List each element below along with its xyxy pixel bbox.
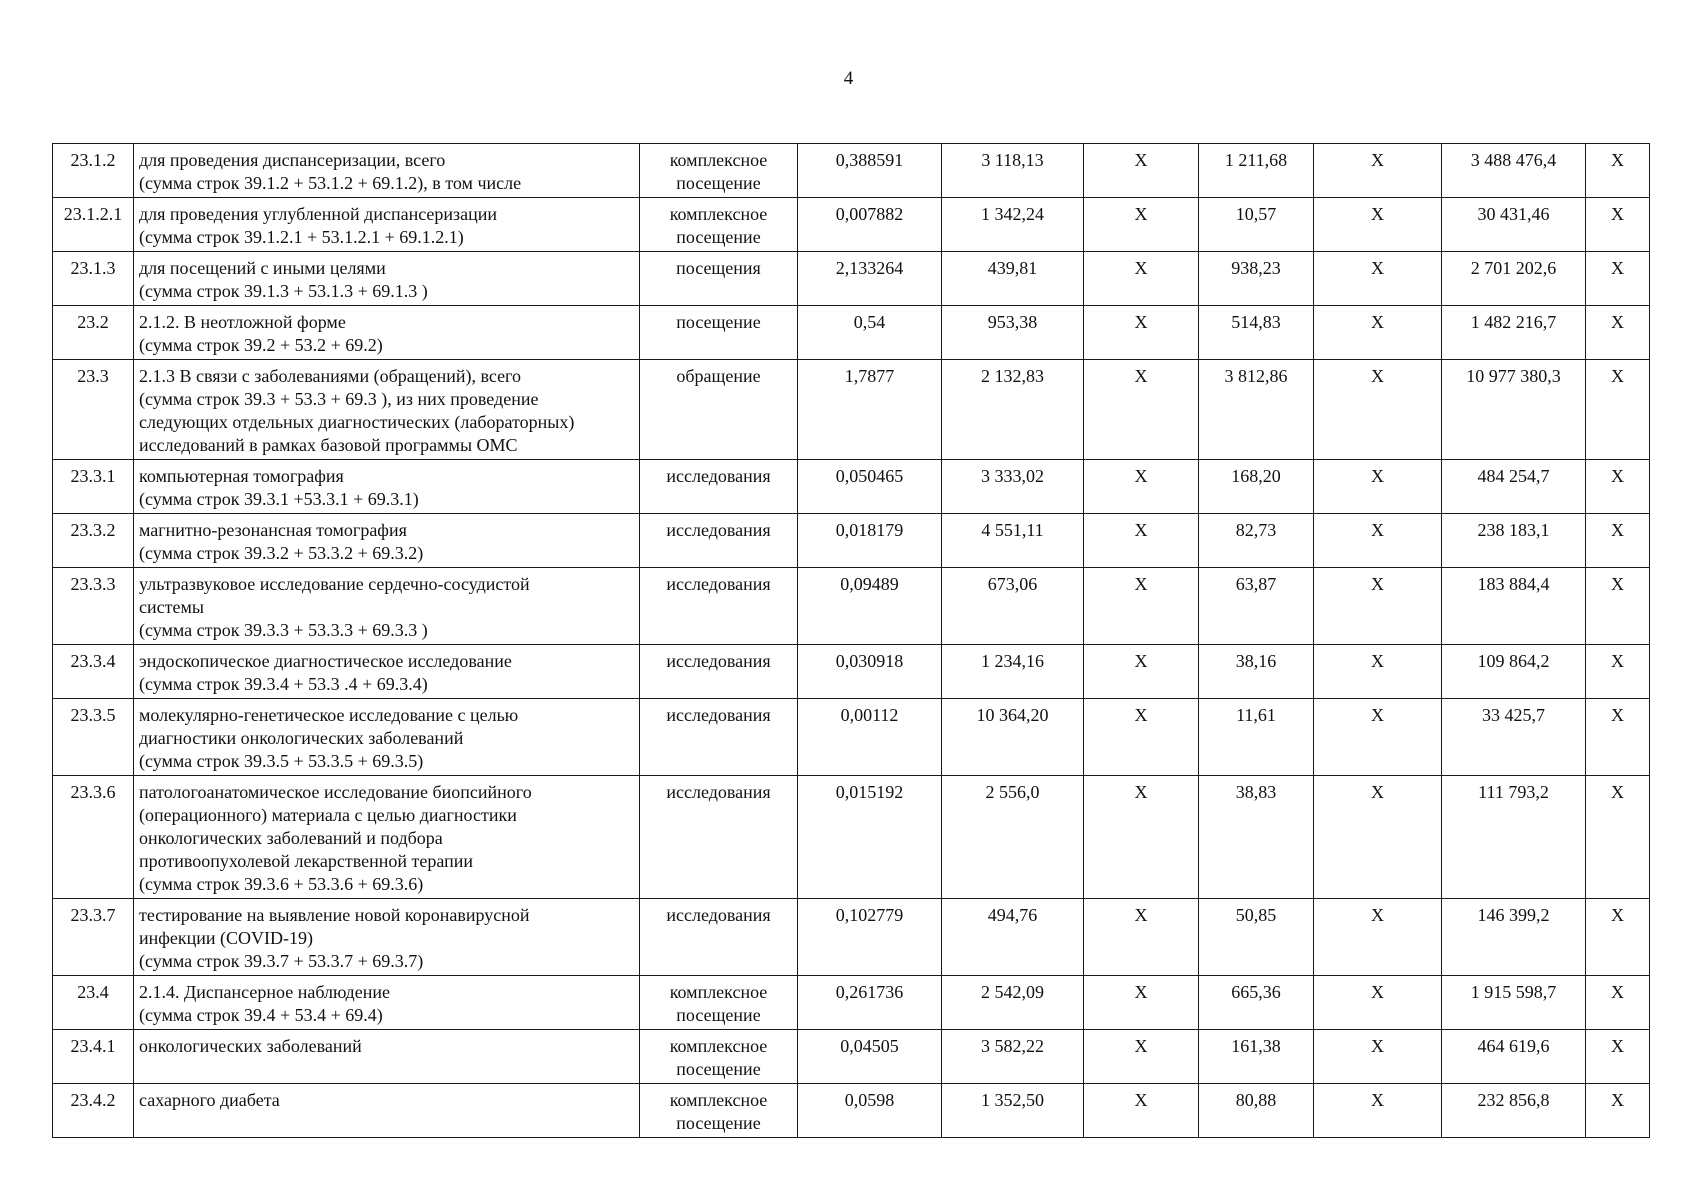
row-per-capita-standard-cell: 38,16: [1199, 645, 1314, 699]
row-per-capita-standard-cell: 11,61: [1199, 699, 1314, 776]
row-per-capita-standard-cell: 10,57: [1199, 198, 1314, 252]
row-name-cell: [134, 776, 640, 899]
row-col-x-3-cell: Х: [1586, 976, 1650, 1030]
row-unit-line: комплексное: [669, 204, 768, 224]
row-col-x-2-cell: Х: [1314, 360, 1442, 460]
row-total-cost-cell: 232 856,8: [1442, 1084, 1586, 1138]
table-row: [53, 568, 1650, 645]
row-unit-line: исследования: [666, 574, 771, 594]
row-unit-line: посещения: [676, 258, 761, 278]
row-col-x-2-cell: Х: [1314, 568, 1442, 645]
row-name-line: для проведения углубленной диспансеризации: [139, 204, 498, 224]
row-col-x-3-cell: Х: [1586, 776, 1650, 899]
row-name-cell: [134, 360, 640, 460]
row-code-cell: 23.4: [53, 976, 134, 1030]
row-norm-volume-cell: 1,7877: [798, 360, 942, 460]
row-code-cell: 23.3.1: [53, 460, 134, 514]
row-name-cell: [134, 568, 640, 645]
row-cost-per-unit-cell: 10 364,20: [942, 699, 1084, 776]
row-unit-line: комплексное: [669, 150, 768, 170]
row-unit-cell: [640, 144, 798, 198]
row-name-line: (сумма строк 39.1.2 + 53.1.2 + 69.1.2), в том числе: [139, 173, 522, 193]
row-name-line: магнитно-резонансная томография: [139, 520, 407, 540]
row-name-cell: [134, 645, 640, 699]
row-col-x-1-cell: Х: [1084, 460, 1199, 514]
table-row: [53, 1030, 1650, 1084]
row-name-line: онкологических заболеваний и подбора: [139, 828, 443, 848]
row-col-x-2-cell: Х: [1314, 1030, 1442, 1084]
row-unit-line: посещение: [676, 1059, 761, 1079]
row-unit-line: исследования: [666, 651, 771, 671]
row-cost-per-unit-cell: 953,38: [942, 306, 1084, 360]
row-code-cell: 23.1.2: [53, 144, 134, 198]
row-total-cost-cell: 2 701 202,6: [1442, 252, 1586, 306]
table-row: [53, 252, 1650, 306]
row-unit-cell: [640, 899, 798, 976]
row-cost-per-unit-cell: 4 551,11: [942, 514, 1084, 568]
row-name-line: эндоскопическое диагностическое исследование: [139, 651, 512, 671]
row-unit-line: посещение: [676, 227, 761, 247]
table-row: [53, 1084, 1650, 1138]
row-name-line: онкологических заболеваний: [139, 1036, 362, 1056]
row-per-capita-standard-cell: 82,73: [1199, 514, 1314, 568]
row-code-cell: 23.3.5: [53, 699, 134, 776]
row-total-cost-cell: 238 183,1: [1442, 514, 1586, 568]
row-name-line: (сумма строк 39.2 + 53.2 + 69.2): [139, 335, 383, 355]
row-cost-per-unit-cell: 3 582,22: [942, 1030, 1084, 1084]
row-code-cell: 23.4.1: [53, 1030, 134, 1084]
row-name-line: тестирование на выявление новой коронавирусной: [139, 905, 530, 925]
row-col-x-2-cell: Х: [1314, 306, 1442, 360]
row-name-line: (сумма строк 39.3.6 + 53.3.6 + 69.3.6): [139, 874, 424, 894]
row-col-x-3-cell: Х: [1586, 899, 1650, 976]
row-col-x-1-cell: Х: [1084, 699, 1199, 776]
row-col-x-2-cell: Х: [1314, 976, 1442, 1030]
row-norm-volume-cell: 0,09489: [798, 568, 942, 645]
row-norm-volume-cell: 0,007882: [798, 198, 942, 252]
row-code-cell: 23.4.2: [53, 1084, 134, 1138]
row-col-x-3-cell: Х: [1586, 514, 1650, 568]
row-col-x-3-cell: Х: [1586, 252, 1650, 306]
row-unit-cell: [640, 1084, 798, 1138]
row-name-cell: [134, 198, 640, 252]
row-unit-line: исследования: [666, 905, 771, 925]
row-name-line: следующих отдельных диагностических (лабораторных): [139, 412, 575, 432]
row-code-cell: 23.3: [53, 360, 134, 460]
row-code-cell: 23.3.2: [53, 514, 134, 568]
row-name-line: компьютерная томография: [139, 466, 344, 486]
row-per-capita-standard-cell: 168,20: [1199, 460, 1314, 514]
row-col-x-3-cell: Х: [1586, 460, 1650, 514]
row-total-cost-cell: 146 399,2: [1442, 899, 1586, 976]
row-total-cost-cell: 1 482 216,7: [1442, 306, 1586, 360]
row-col-x-2-cell: Х: [1314, 1084, 1442, 1138]
row-total-cost-cell: 1 915 598,7: [1442, 976, 1586, 1030]
row-per-capita-standard-cell: 80,88: [1199, 1084, 1314, 1138]
row-unit-line: посещение: [676, 1005, 761, 1025]
table-row: [53, 645, 1650, 699]
row-unit-line: исследования: [666, 705, 771, 725]
row-norm-volume-cell: 0,04505: [798, 1030, 942, 1084]
row-col-x-1-cell: Х: [1084, 306, 1199, 360]
row-name-cell: [134, 1030, 640, 1084]
row-code-cell: 23.3.6: [53, 776, 134, 899]
row-name-line: (сумма строк 39.4 + 53.4 + 69.4): [139, 1005, 383, 1025]
table-row: [53, 776, 1650, 899]
row-col-x-1-cell: Х: [1084, 514, 1199, 568]
row-unit-cell: [640, 976, 798, 1030]
table-row: [53, 198, 1650, 252]
row-unit-line: исследования: [666, 520, 771, 540]
row-total-cost-cell: 10 977 380,3: [1442, 360, 1586, 460]
row-name-cell: [134, 1084, 640, 1138]
table-row: [53, 514, 1650, 568]
row-per-capita-standard-cell: 50,85: [1199, 899, 1314, 976]
row-col-x-3-cell: Х: [1586, 144, 1650, 198]
row-unit-cell: [640, 198, 798, 252]
row-total-cost-cell: 109 864,2: [1442, 645, 1586, 699]
row-col-x-2-cell: Х: [1314, 699, 1442, 776]
row-name-line: патологоанатомическое исследование биопсийного: [139, 782, 532, 802]
row-name-line: ультразвуковое исследование сердечно-сосудистой: [139, 574, 530, 594]
row-code-cell: 23.2: [53, 306, 134, 360]
row-name-line: сахарного диабета: [139, 1090, 280, 1110]
row-cost-per-unit-cell: 494,76: [942, 899, 1084, 976]
row-per-capita-standard-cell: 3 812,86: [1199, 360, 1314, 460]
row-name-line: (сумма строк 39.3.5 + 53.3.5 + 69.3.5): [139, 751, 424, 771]
row-unit-cell: [640, 514, 798, 568]
row-cost-per-unit-cell: 1 234,16: [942, 645, 1084, 699]
row-col-x-1-cell: Х: [1084, 976, 1199, 1030]
row-code-cell: 23.3.4: [53, 645, 134, 699]
row-norm-volume-cell: 0,018179: [798, 514, 942, 568]
row-col-x-3-cell: Х: [1586, 306, 1650, 360]
row-name-cell: [134, 514, 640, 568]
row-unit-line: обращение: [676, 366, 761, 386]
row-code-cell: 23.3.7: [53, 899, 134, 976]
row-name-line: инфекции (COVID-19): [139, 928, 314, 948]
row-col-x-3-cell: Х: [1586, 699, 1650, 776]
row-unit-cell: [640, 252, 798, 306]
row-total-cost-cell: 30 431,46: [1442, 198, 1586, 252]
table-row: [53, 976, 1650, 1030]
row-cost-per-unit-cell: 2 556,0: [942, 776, 1084, 899]
row-name-line: (сумма строк 39.3.1 +53.3.1 + 69.3.1): [139, 489, 419, 509]
row-unit-line: комплексное: [669, 1090, 768, 1110]
table-body: [53, 144, 1650, 1138]
row-per-capita-standard-cell: 1 211,68: [1199, 144, 1314, 198]
row-unit-cell: [640, 699, 798, 776]
row-unit-cell: [640, 776, 798, 899]
table-row: [53, 699, 1650, 776]
row-norm-volume-cell: 0,030918: [798, 645, 942, 699]
table-row: [53, 360, 1650, 460]
row-col-x-2-cell: Х: [1314, 144, 1442, 198]
row-col-x-3-cell: Х: [1586, 360, 1650, 460]
row-col-x-1-cell: Х: [1084, 1084, 1199, 1138]
table-row: [53, 144, 1650, 198]
row-cost-per-unit-cell: 673,06: [942, 568, 1084, 645]
row-name-line: для посещений с иными целями: [139, 258, 386, 278]
row-name-line: 2.1.2. В неотложной форме: [139, 312, 346, 332]
row-name-line: (сумма строк 39.3.2 + 53.3.2 + 69.3.2): [139, 543, 424, 563]
row-col-x-1-cell: Х: [1084, 776, 1199, 899]
row-col-x-1-cell: Х: [1084, 645, 1199, 699]
row-unit-line: посещение: [676, 173, 761, 193]
row-code-cell: 23.1.3: [53, 252, 134, 306]
row-per-capita-standard-cell: 938,23: [1199, 252, 1314, 306]
row-name-cell: [134, 306, 640, 360]
row-cost-per-unit-cell: 439,81: [942, 252, 1084, 306]
row-unit-line: посещение: [676, 1113, 761, 1133]
row-unit-cell: [640, 568, 798, 645]
row-cost-per-unit-cell: 1 342,24: [942, 198, 1084, 252]
row-cost-per-unit-cell: 3 118,13: [942, 144, 1084, 198]
row-col-x-1-cell: Х: [1084, 1030, 1199, 1084]
row-per-capita-standard-cell: 161,38: [1199, 1030, 1314, 1084]
row-name-line: системы: [139, 597, 204, 617]
data-table: [52, 143, 1650, 1138]
row-cost-per-unit-cell: 1 352,50: [942, 1084, 1084, 1138]
row-total-cost-cell: 183 884,4: [1442, 568, 1586, 645]
row-name-cell: [134, 899, 640, 976]
row-col-x-3-cell: Х: [1586, 1030, 1650, 1084]
row-name-line: 2.1.3 В связи с заболеваниями (обращений), всего: [139, 366, 521, 386]
row-norm-volume-cell: 0,261736: [798, 976, 942, 1030]
row-name-line: (операционного) материала с целью диагностики: [139, 805, 517, 825]
row-name-line: (сумма строк 39.3.7 + 53.3.7 + 69.3.7): [139, 951, 424, 971]
row-col-x-1-cell: Х: [1084, 568, 1199, 645]
row-name-line: для проведения диспансеризации, всего: [139, 150, 446, 170]
row-cost-per-unit-cell: 3 333,02: [942, 460, 1084, 514]
row-col-x-1-cell: Х: [1084, 198, 1199, 252]
row-unit-cell: [640, 1030, 798, 1084]
row-unit-cell: [640, 360, 798, 460]
row-unit-line: комплексное: [669, 1036, 768, 1056]
row-col-x-2-cell: Х: [1314, 776, 1442, 899]
row-norm-volume-cell: 0,015192: [798, 776, 942, 899]
table-row: [53, 460, 1650, 514]
row-name-line: молекулярно-генетическое исследование с целью: [139, 705, 519, 725]
row-name-line: исследований в рамках базовой программы ОМС: [139, 435, 518, 455]
row-unit-line: посещение: [676, 312, 761, 332]
row-norm-volume-cell: 0,102779: [798, 899, 942, 976]
row-col-x-2-cell: Х: [1314, 198, 1442, 252]
row-norm-volume-cell: 0,54: [798, 306, 942, 360]
row-total-cost-cell: 464 619,6: [1442, 1030, 1586, 1084]
row-col-x-1-cell: Х: [1084, 899, 1199, 976]
row-name-line: 2.1.4. Диспансерное наблюдение: [139, 982, 390, 1002]
row-col-x-1-cell: Х: [1084, 144, 1199, 198]
row-unit-line: комплексное: [669, 982, 768, 1002]
row-per-capita-standard-cell: 38,83: [1199, 776, 1314, 899]
row-name-cell: [134, 460, 640, 514]
row-col-x-1-cell: Х: [1084, 360, 1199, 460]
row-col-x-2-cell: Х: [1314, 645, 1442, 699]
row-col-x-2-cell: Х: [1314, 514, 1442, 568]
row-total-cost-cell: 484 254,7: [1442, 460, 1586, 514]
row-norm-volume-cell: 0,00112: [798, 699, 942, 776]
row-name-cell: [134, 976, 640, 1030]
row-total-cost-cell: 3 488 476,4: [1442, 144, 1586, 198]
row-name-line: (сумма строк 39.1.2.1 + 53.1.2.1 + 69.1.2.1): [139, 227, 464, 247]
row-name-line: (сумма строк 39.3 + 53.3 + 69.3 ), из них проведение: [139, 389, 539, 409]
row-name-line: диагностики онкологических заболеваний: [139, 728, 464, 748]
row-col-x-1-cell: Х: [1084, 252, 1199, 306]
row-name-cell: [134, 144, 640, 198]
row-col-x-2-cell: Х: [1314, 899, 1442, 976]
row-col-x-2-cell: Х: [1314, 252, 1442, 306]
row-name-line: (сумма строк 39.3.4 + 53.3 .4 + 69.3.4): [139, 674, 428, 694]
row-code-cell: 23.1.2.1: [53, 198, 134, 252]
page-number: 4: [843, 68, 854, 89]
row-unit-cell: [640, 645, 798, 699]
row-name-line: противоопухолевой лекарственной терапии: [139, 851, 474, 871]
row-cost-per-unit-cell: 2 542,09: [942, 976, 1084, 1030]
row-unit-cell: [640, 460, 798, 514]
row-total-cost-cell: 33 425,7: [1442, 699, 1586, 776]
row-norm-volume-cell: 0,050465: [798, 460, 942, 514]
row-unit-cell: [640, 306, 798, 360]
row-per-capita-standard-cell: 63,87: [1199, 568, 1314, 645]
row-name-line: (сумма строк 39.1.3 + 53.1.3 + 69.1.3 ): [139, 281, 428, 301]
row-per-capita-standard-cell: 514,83: [1199, 306, 1314, 360]
row-cost-per-unit-cell: 2 132,83: [942, 360, 1084, 460]
row-total-cost-cell: 111 793,2: [1442, 776, 1586, 899]
row-col-x-3-cell: Х: [1586, 645, 1650, 699]
row-unit-line: исследования: [666, 782, 771, 802]
row-per-capita-standard-cell: 665,36: [1199, 976, 1314, 1030]
row-norm-volume-cell: 0,388591: [798, 144, 942, 198]
row-name-line: (сумма строк 39.3.3 + 53.3.3 + 69.3.3 ): [139, 620, 428, 640]
row-col-x-3-cell: Х: [1586, 1084, 1650, 1138]
table-row: [53, 899, 1650, 976]
row-norm-volume-cell: 2,133264: [798, 252, 942, 306]
row-col-x-3-cell: Х: [1586, 568, 1650, 645]
row-norm-volume-cell: 0,0598: [798, 1084, 942, 1138]
row-code-cell: 23.3.3: [53, 568, 134, 645]
row-col-x-3-cell: Х: [1586, 198, 1650, 252]
table-row: [53, 306, 1650, 360]
row-name-cell: [134, 699, 640, 776]
row-name-cell: [134, 252, 640, 306]
row-unit-line: исследования: [666, 466, 771, 486]
row-col-x-2-cell: Х: [1314, 460, 1442, 514]
